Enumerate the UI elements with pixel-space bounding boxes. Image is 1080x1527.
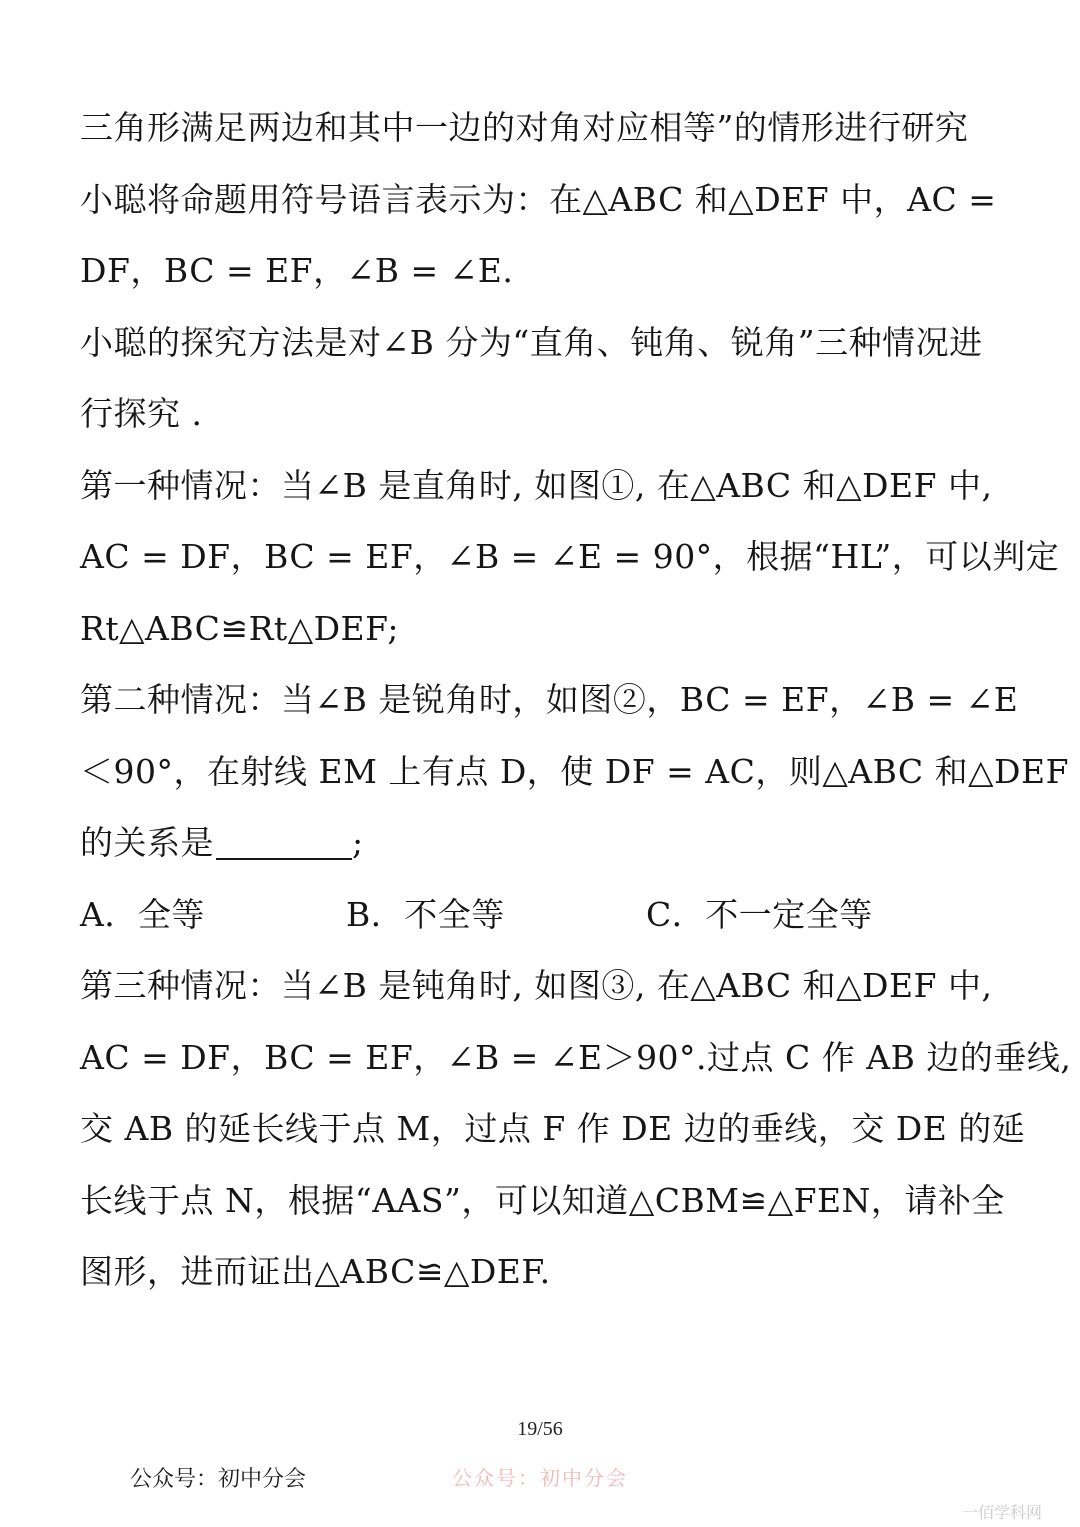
choice-c[interactable]: C．不一定全等 [646, 894, 873, 934]
choice-a[interactable]: A．全等 [80, 894, 205, 934]
answer-blank[interactable] [216, 858, 352, 860]
text-line: 第三种情况：当∠B 是钝角时, 如图③, 在△ABC 和△DEF 中, [80, 966, 993, 1005]
text-line: 长线于点 N，根据“AAS”，可以知道△CBM≌△FEN，请补全 [80, 1180, 1005, 1220]
corner-watermark: 一佰学科网 [962, 1503, 1043, 1522]
document-body [80, 92, 1072, 1308]
text-line: Rt△ABC≌Rt△DEF; [80, 608, 399, 648]
text-line: AC = DF，BC = EF，∠B = ∠E＞90°.过点 C 作 AB 边的垂线, [80, 1037, 1072, 1077]
answer-choices [80, 879, 1005, 951]
footer-account-label: 公众号：初中分会 [130, 1467, 307, 1492]
text-line: 第二种情况：当∠B 是锐角时，如图②，BC = EF，∠B = ∠E [80, 680, 1019, 719]
text-line: 小聪将命题用符号语言表示为：在△ABC 和△DEF 中，AC = [80, 179, 997, 219]
text-line: 小聪的探究方法是对∠B 分为“直角、钝角、锐角”三种情况进 [80, 322, 983, 362]
text-line: 交 AB 的延长线于点 M，过点 F 作 DE 边的垂线，交 DE 的延 [80, 1109, 1026, 1148]
fill-in-line [80, 807, 1005, 879]
text-line: AC = DF，BC = EF，∠B = ∠E = 90°，根据“HL”，可以判定 [80, 537, 1060, 576]
text-line: 图形，进而证出△ABC≌△DEF. [80, 1252, 551, 1291]
text-line: 三角形满足两边和其中一边的对角对应相等”的情形进行研究 [80, 108, 969, 147]
text-line: ＜90°，在射线 EM 上有点 D，使 DF = AC，则△ABC 和△DEF [80, 751, 1069, 791]
text-line: DF，BC = EF，∠B = ∠E. [80, 251, 514, 290]
fill-in-suffix: ; [352, 823, 364, 862]
footer-watermark: 公众号：初中分会 [452, 1466, 628, 1490]
text-line: 行探究 . [80, 394, 203, 433]
text-line: 第一种情况：当∠B 是直角时, 如图①, 在△ABC 和△DEF 中, [80, 465, 993, 505]
choice-b[interactable]: B．不全等 [346, 894, 505, 934]
page-number: 19/56 [517, 1418, 563, 1440]
fill-in-prefix: 的关系是 [80, 823, 214, 862]
